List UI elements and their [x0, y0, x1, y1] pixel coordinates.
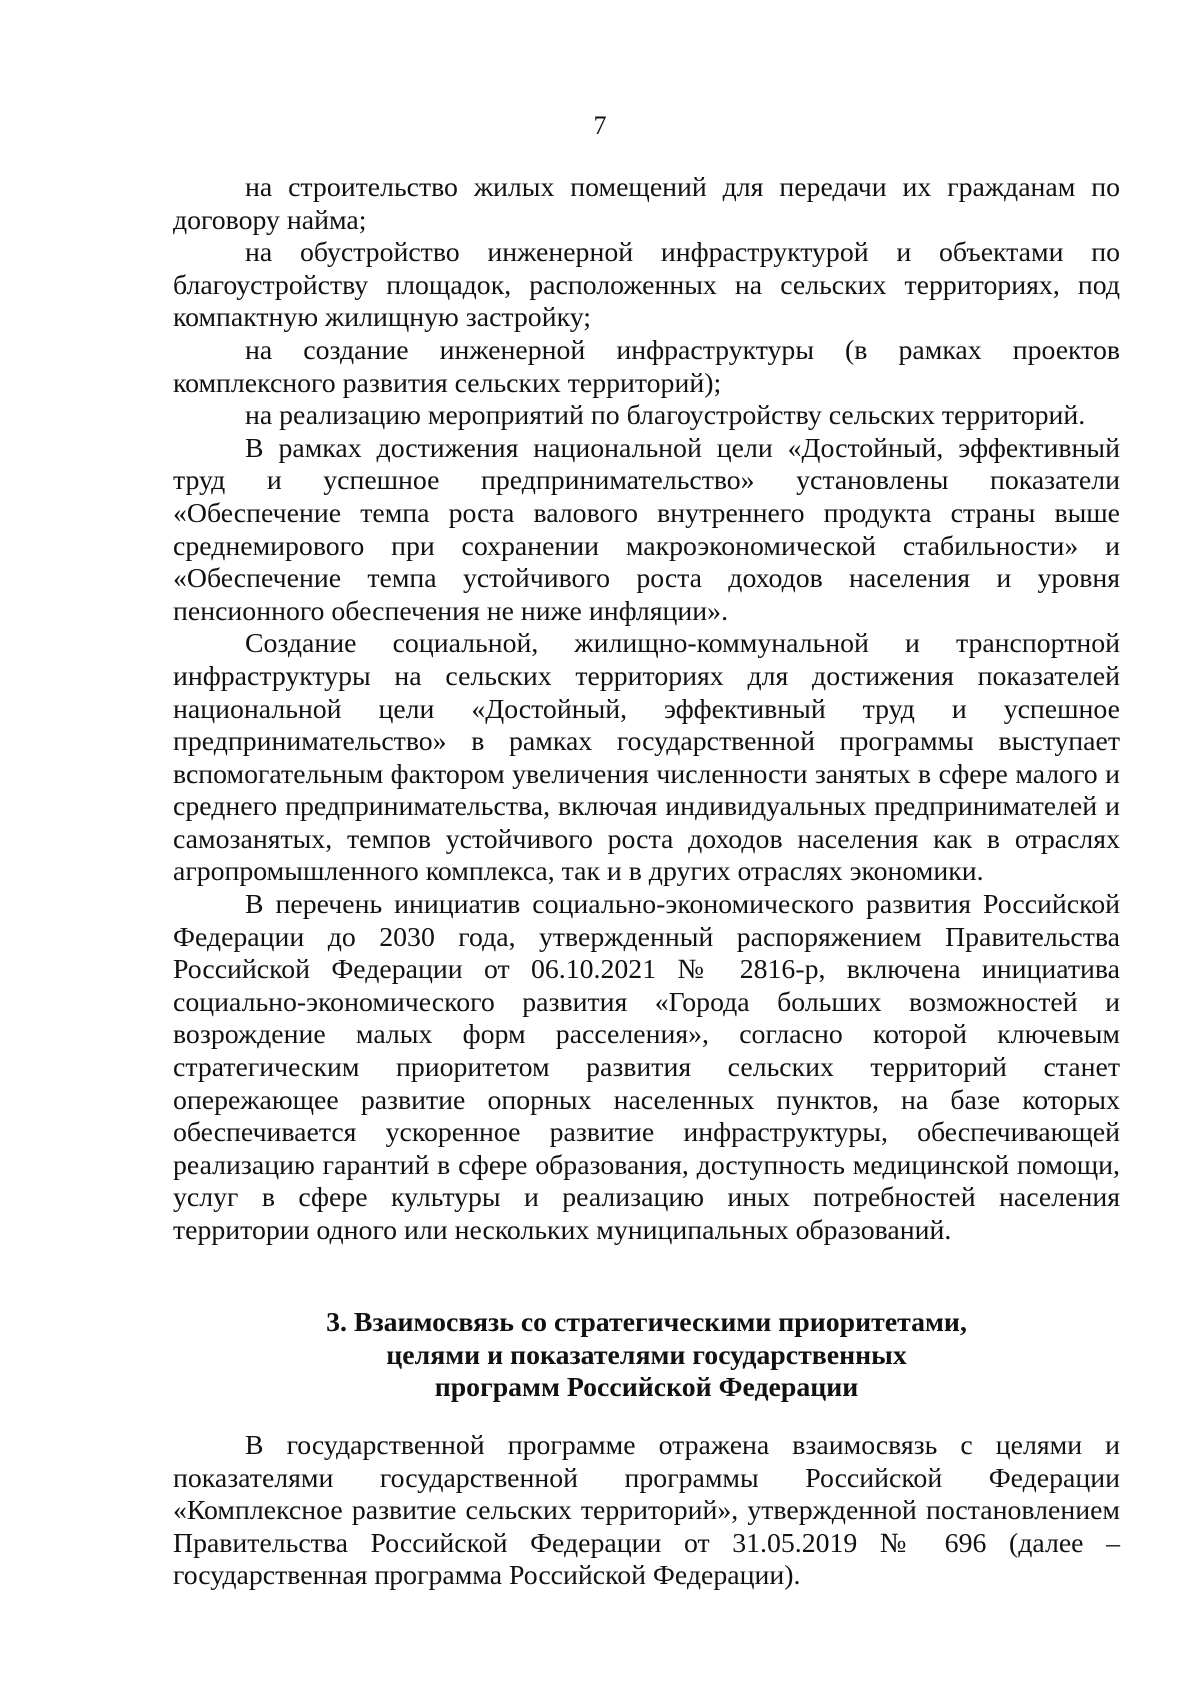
paragraph-initiatives-list: В перечень инициатив социально-экономического развития Российской Федерации до 2030 года, утвержденный распоряжением Правительства Российской Федерации от 06.10.2021 № 2816-р, включена инициатива социально-экономического развития «Города больших возможностей и возрождение малых форм расселения», согласно которой ключевым стратегическим приоритетом развития сельских территорий станет опережающее развитие опорных населенных пунктов, на базе которых обеспечивается ускоренное развитие инфраструктуры, обеспечивающей реализацию гарантий в сфере образования, доступность медицинской помощи, услуг в сфере культуры и реализацию иных потребностей населения территории одного или нескольких муниципальных образований.: [173, 889, 1120, 1246]
paragraph-program-relationship: В государственной программе отражена взаимосвязь с целями и показателями государственной программы Российской Федерации «Комплексное развитие сельских территорий», утвержденной постановлением Правительства Российской Федерации от 31.05.2019 № 696 (далее – государственная программа Российской Федерации).: [173, 1430, 1120, 1592]
paragraph-engineering-infrastructure-sites: на обустройство инженерной инфраструктурой и объектами по благоустройству площадок, расположенных на сельских территориях, под компактную жилищную застройку;: [173, 237, 1120, 334]
paragraph-national-goal-indicators: В рамках достижения национальной цели «Достойный, эффективный труд и успешное предпринимательство» установлены показатели «Обеспечение темпа роста валового внутреннего продукта страны выше среднемирового при сохранении макроэкономической стабильности» и «Обеспечение темпа устойчивого роста доходов населения и уровня пенсионного обеспечения не ниже инфляции».: [173, 432, 1120, 627]
section-heading: [173, 1307, 1120, 1405]
paragraph-housing-construction: на строительство жилых помещений для передачи их гражданам по договору найма;: [173, 172, 1120, 236]
paragraph-landscaping-measures: на реализацию мероприятий по благоустройству сельских территорий.: [245, 400, 1086, 432]
page-number: 7: [593, 111, 607, 140]
paragraph-infrastructure-creation: Создание социальной, жилищно-коммунальной и транспортной инфраструктуры на сельских территориях для достижения показателей национальной цели «Достойный, эффективный труд и успешное предпринимательство» в рамках государственной программы выступает вспомогательным фактором увеличения численности занятых в сфере малого и среднего предпринимательства, включая индивидуальных предпринимателей и самозанятых, темпов устойчивого роста доходов населения как в отраслях агропромышленного комплекса, так и в других отраслях экономики.: [173, 628, 1120, 888]
body-text-upper: [173, 172, 1120, 1248]
paragraph-engineering-infrastructure-projects: на создание инженерной инфраструктуры (в рамках проектов комплексного развития сельских территорий);: [173, 334, 1120, 399]
body-text-lower: [173, 1430, 1120, 1593]
section-heading-line-1: 3. Взаимосвязь со стратегическими приоритетами,: [326, 1307, 967, 1338]
section-heading-line-3: программ Российской Федерации: [434, 1372, 859, 1404]
section-heading-line-2: целями и показателями государственных: [386, 1339, 907, 1371]
